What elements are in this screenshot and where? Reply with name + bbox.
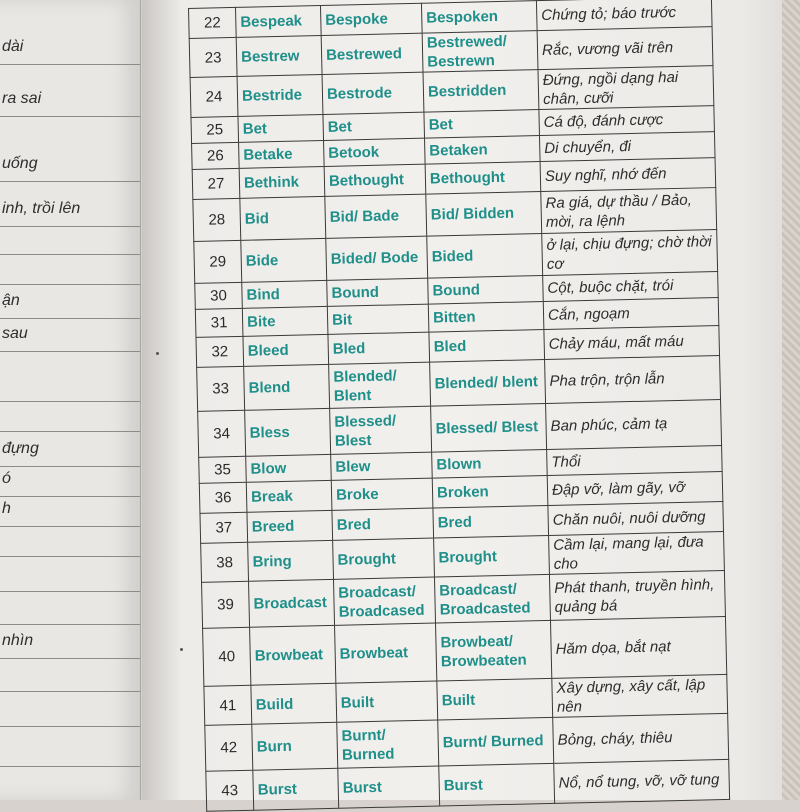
past-simple-cell: Bled [328, 332, 430, 364]
past-participle-cell: Betaken [425, 136, 541, 165]
row-number-cell: 24 [190, 76, 238, 117]
left-page-text-fragment [0, 258, 140, 285]
meaning-cell: Đứng, ngồi dạng hai chân, cưỡi [538, 66, 714, 110]
base-form-cell: Bite [242, 306, 328, 336]
base-form-cell: Blow [246, 454, 332, 482]
past-simple-cell: Bestrewed [321, 33, 423, 74]
left-page-text-fragment [0, 598, 140, 625]
meaning-cell: Chứng tỏ; báo trước [536, 0, 712, 31]
past-participle-cell: Built [437, 678, 553, 720]
meaning-cell: Nổ, nổ tung, vỡ, vỡ tung [554, 759, 730, 803]
meaning-cell: Phát thanh, truyền hình, quảng bá [549, 570, 725, 620]
meaning-cell: Hăm dọa, bắt nạt [550, 616, 726, 678]
meaning-cell: Cầm lại, mang lại, đưa cho [549, 531, 725, 574]
meaning-cell: Cắn, ngoạm [543, 298, 719, 330]
past-simple-cell: Broadcast/ Broadcased [333, 577, 435, 625]
past-simple-cell: Bided/ Bode [326, 236, 428, 280]
base-form-cell: Bind [242, 280, 328, 308]
past-simple-cell: Bred [332, 508, 434, 540]
base-form-cell: Bring [248, 540, 334, 581]
row-number-cell: 37 [200, 512, 248, 543]
meaning-cell: Ban phúc, cảm tạ [546, 400, 722, 450]
left-facing-page [0, 0, 141, 800]
base-form-cell: Bestrew [236, 35, 322, 76]
past-simple-cell: Browbeat [335, 623, 437, 683]
meaning-cell: Bỏng, cháy, thiêu [553, 713, 729, 763]
fabric-background [782, 0, 800, 800]
row-number-cell: 43 [206, 770, 254, 811]
past-simple-cell: Burnt/ Burned [337, 720, 439, 768]
left-page-text-fragment: ó [0, 470, 140, 497]
past-simple-cell: Bid/ Bade [325, 194, 427, 238]
meaning-cell: Rắc, vương vãi trên [537, 27, 713, 70]
past-simple-cell: Blessed/ Blest [330, 406, 432, 454]
left-page-text-fragment [0, 375, 140, 402]
meaning-cell: Chăn nuôi, nuôi dưỡng [548, 501, 724, 535]
past-participle-cell: Bestrewed/ Bestrewn [422, 31, 538, 73]
base-form-cell: Breed [247, 510, 333, 542]
meaning-cell: Pha trộn, trộn lẫn [545, 356, 721, 404]
base-form-cell: Bide [241, 238, 327, 282]
row-number-cell: 42 [205, 724, 253, 771]
row-number-cell: 26 [192, 142, 240, 169]
past-simple-cell: Bit [327, 304, 429, 334]
past-participle-cell: Browbeat/ Browbeaten [436, 620, 552, 681]
row-number-cell: 25 [191, 116, 239, 143]
past-simple-cell: Blew [331, 452, 433, 480]
past-simple-cell: Bound [327, 278, 429, 306]
left-page-text-fragment [0, 530, 140, 557]
meaning-cell: Cột, buộc chặt, trói [543, 272, 719, 302]
base-form-cell: Browbeat [250, 625, 336, 685]
base-form-cell: Bethink [239, 166, 325, 198]
base-form-cell: Break [246, 480, 332, 512]
past-participle-cell: Bled [429, 330, 545, 363]
meaning-cell: Đập vỡ, làm gãy, vỡ [547, 472, 723, 506]
base-form-cell: Bleed [243, 334, 329, 366]
row-number-cell: 39 [202, 581, 250, 628]
meaning-cell: Cá độ, đánh cược [539, 106, 715, 136]
left-page-text-fragment [0, 228, 140, 255]
base-form-cell: Build [251, 683, 337, 724]
past-simple-cell: Bethought [324, 164, 426, 196]
row-number-cell: 36 [199, 482, 247, 513]
past-participle-cell: Bespoken [421, 1, 537, 34]
base-form-cell: Broadcast [249, 579, 335, 627]
left-page-text-fragment [0, 665, 140, 692]
base-form-cell: Bless [245, 408, 331, 456]
past-participle-cell: Bitten [428, 302, 544, 333]
past-participle-cell: Bethought [425, 162, 541, 195]
left-page-text-fragment: ra sai [0, 90, 140, 117]
row-number-cell: 35 [199, 456, 247, 483]
left-page-text-fragment: nhìn [0, 632, 140, 659]
past-simple-cell: Bespoke [320, 3, 422, 35]
row-number-cell: 29 [194, 240, 242, 283]
left-page-text-fragment [0, 740, 140, 767]
row-number-cell: 38 [201, 542, 249, 582]
left-page-text-fragment: sau [0, 325, 140, 352]
row-number-cell: 40 [203, 627, 251, 686]
row-number-cell: 23 [189, 37, 237, 77]
meaning-cell: Thổi [547, 446, 723, 476]
past-simple-cell: Broke [331, 478, 433, 510]
left-page-text-fragment [0, 405, 140, 432]
past-participle-cell: Burnt/ Burned [438, 717, 554, 766]
past-simple-cell: Bestrode [322, 72, 424, 114]
base-form-cell: Betake [239, 140, 325, 168]
row-number-cell: 34 [198, 410, 246, 457]
past-simple-cell: Burst [338, 766, 440, 808]
left-page-text-fragment: đựng [0, 440, 140, 467]
past-participle-cell: Brought [434, 535, 550, 577]
meaning-cell: Ra giá, dự thầu / Bảo, mời, ra lệnh [541, 188, 717, 234]
row-number-cell: 27 [192, 168, 240, 199]
past-participle-cell: Bestridden [423, 70, 539, 113]
past-participle-cell: Bred [433, 505, 549, 538]
page-speck [180, 648, 183, 651]
past-participle-cell: Broadcast/ Broadcasted [434, 574, 550, 623]
past-simple-cell: Built [336, 681, 438, 722]
past-participle-cell: Blessed/ Blest [431, 403, 547, 452]
row-number-cell: 41 [204, 685, 252, 725]
row-number-cell: 32 [196, 336, 244, 367]
past-participle-cell: Bided [427, 234, 543, 279]
base-form-cell: Bid [240, 196, 326, 240]
base-form-cell: Bespeak [235, 5, 321, 37]
base-form-cell: Bet [238, 114, 324, 142]
past-participle-cell: Bet [424, 110, 540, 139]
base-form-cell: Burst [253, 768, 339, 810]
past-simple-cell: Brought [333, 538, 435, 579]
meaning-cell: ở lại, chịu đựng; chờ thời cơ [542, 230, 718, 276]
row-number-cell: 33 [197, 366, 245, 411]
irregular-verbs-table [188, 0, 730, 812]
past-participle-cell: Broken [432, 475, 548, 508]
past-participle-cell: Blown [432, 449, 548, 478]
meaning-cell: Xây dựng, xây cất, lập nên [552, 674, 728, 717]
past-simple-cell: Betook [324, 138, 426, 166]
row-number-cell: 31 [195, 308, 243, 337]
past-participle-cell: Blended/ blent [430, 360, 546, 407]
page-speck [156, 352, 159, 355]
left-page-text-fragment: uống [0, 155, 140, 182]
left-page-text-fragment [0, 565, 140, 592]
base-form-cell: Bestride [237, 74, 323, 116]
left-page-text-fragment: dài [0, 38, 140, 65]
left-page-text-fragment: inh, trồi lên [0, 200, 140, 227]
left-page-text-fragment [0, 700, 140, 727]
base-form-cell: Burn [252, 722, 338, 770]
left-page-text-fragment: ận [0, 292, 140, 319]
left-page-text-fragment: h [0, 500, 140, 527]
base-form-cell: Blend [244, 364, 330, 410]
row-number-cell: 28 [193, 198, 241, 241]
meaning-cell: Suy nghĩ, nhớ đến [540, 158, 716, 192]
meaning-cell: Di chuyển, đi [539, 132, 715, 162]
past-simple-cell: Bet [323, 112, 425, 140]
past-participle-cell: Bid/ Bidden [426, 192, 542, 237]
past-participle-cell: Burst [439, 763, 555, 806]
past-simple-cell: Blended/ Blent [329, 362, 431, 408]
row-number-cell: 22 [189, 7, 237, 38]
row-number-cell: 30 [195, 282, 243, 309]
past-participle-cell: Bound [428, 276, 544, 305]
meaning-cell: Chảy máu, mất máu [544, 326, 720, 360]
